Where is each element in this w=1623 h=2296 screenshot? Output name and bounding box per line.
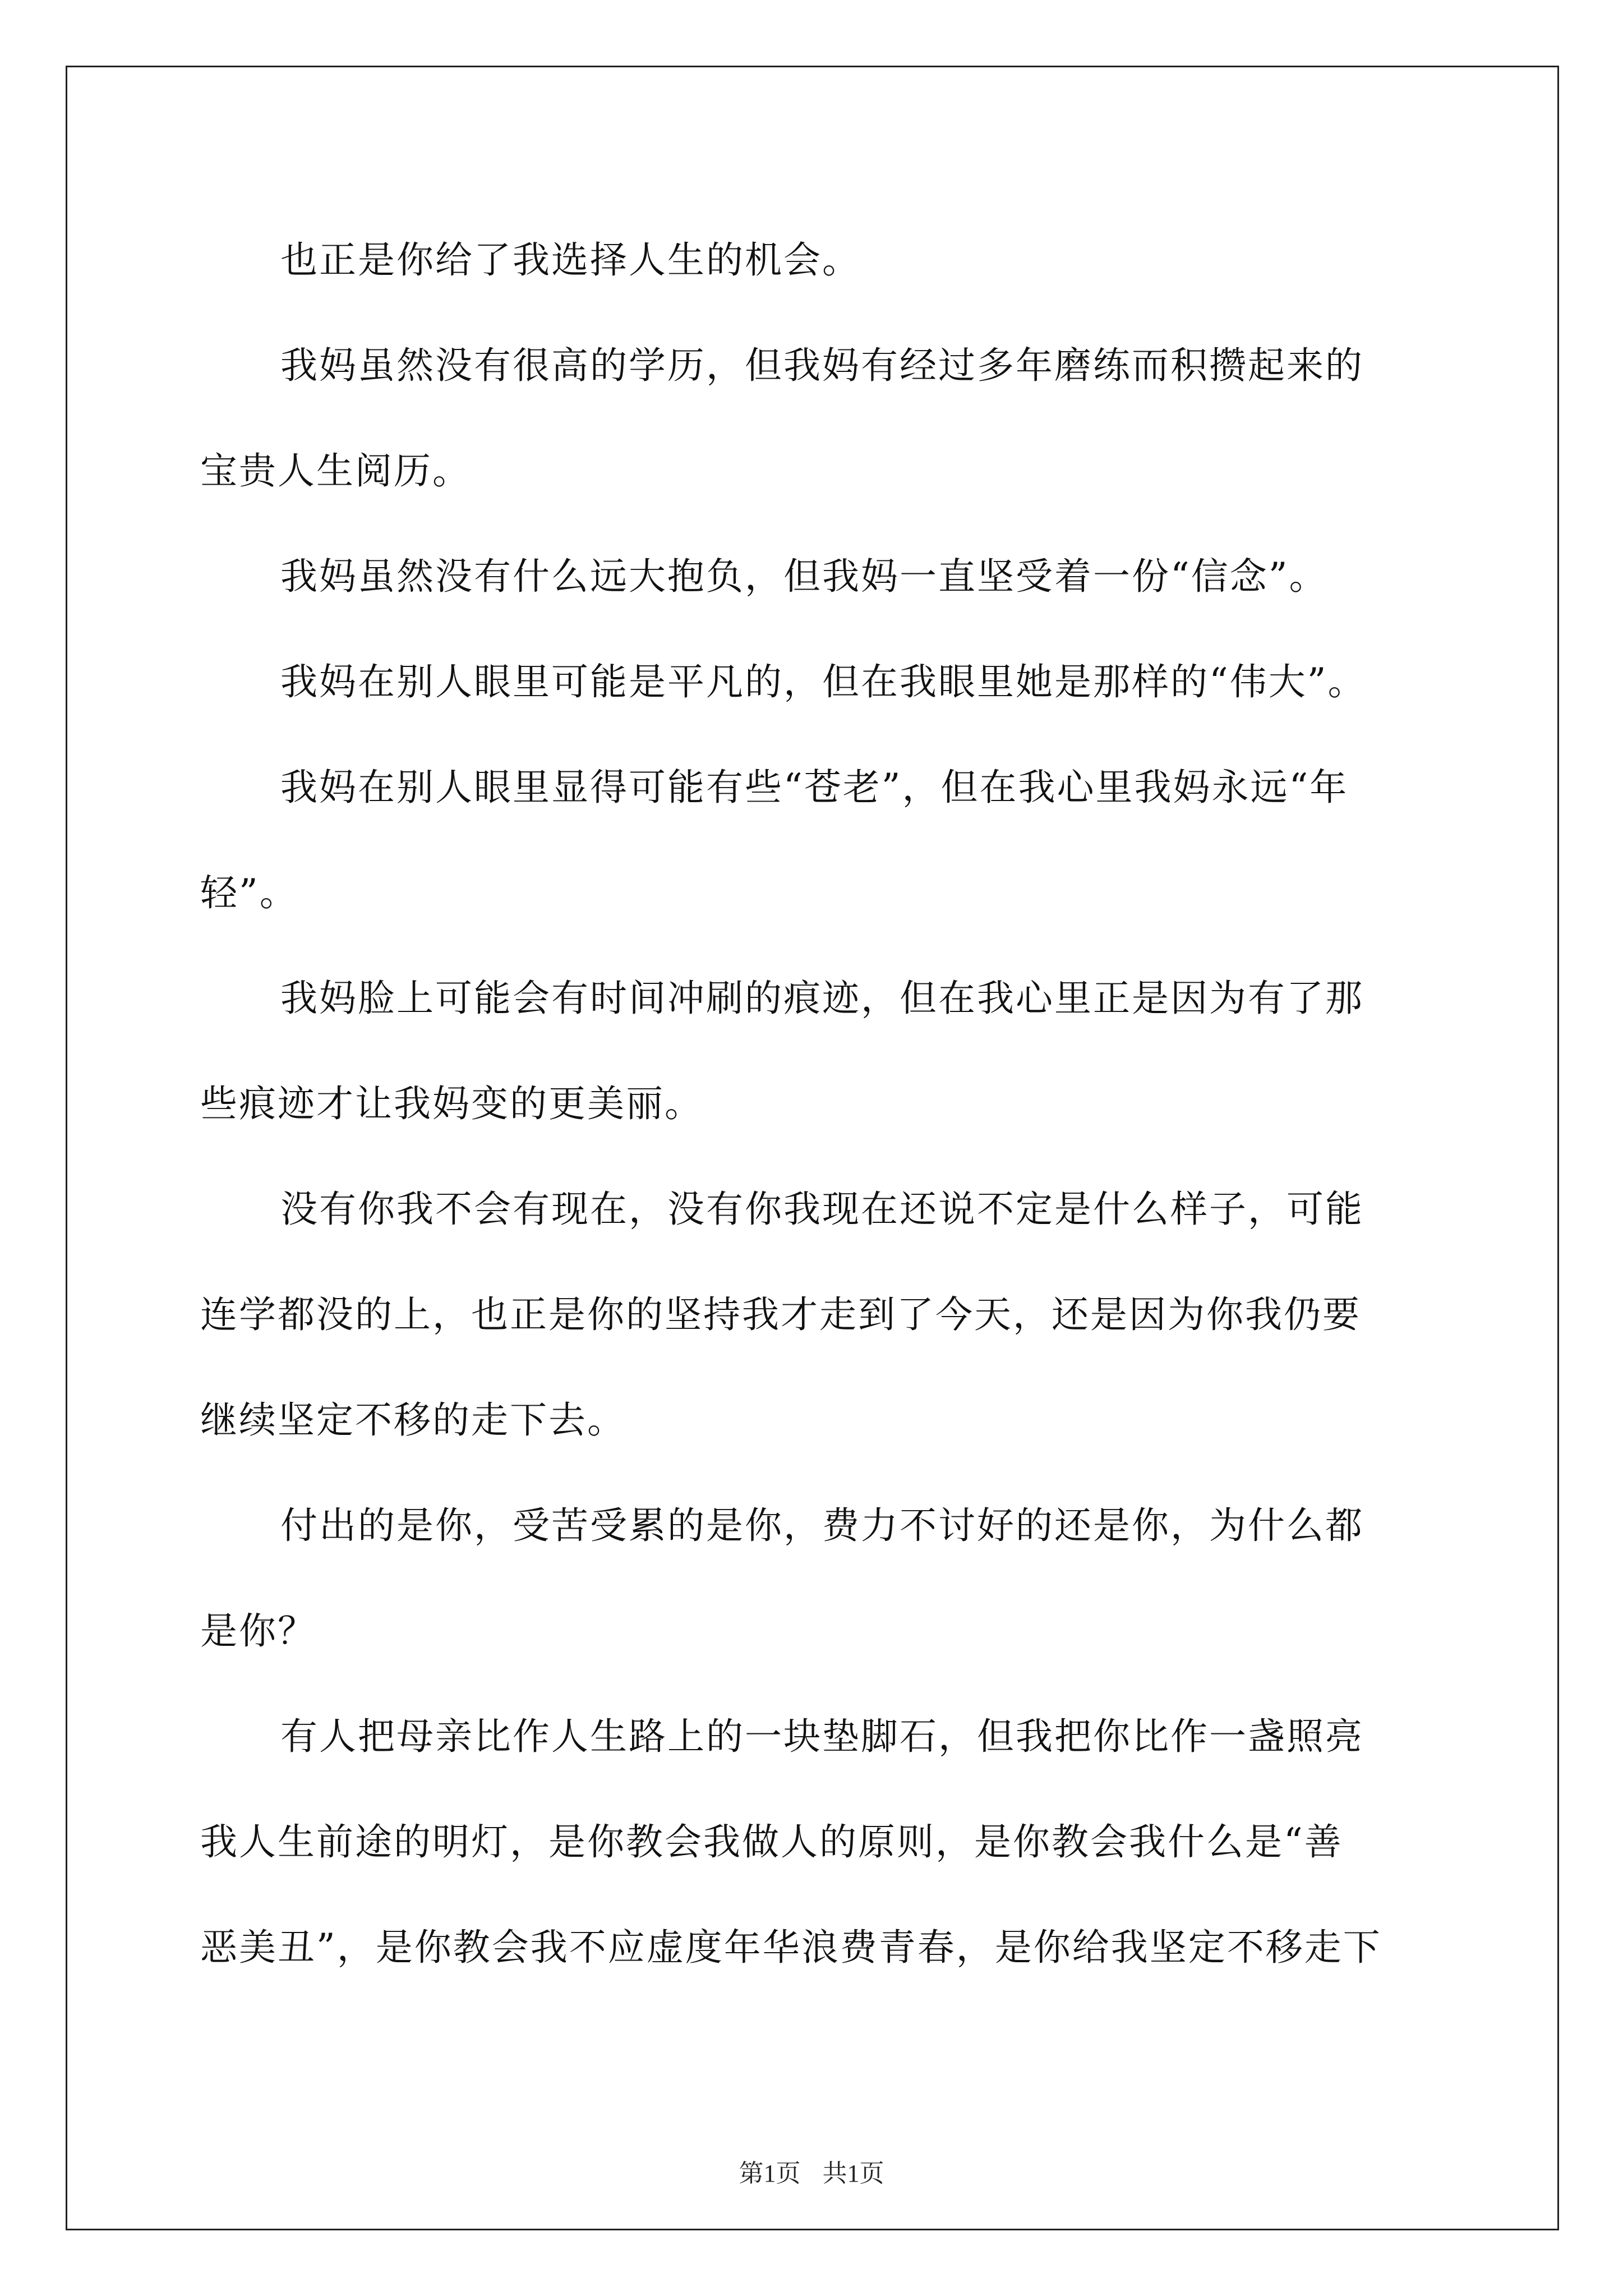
text-line: 宝贵人生阅历。 <box>200 449 471 493</box>
paragraph <box>200 629 1451 735</box>
text-line: 我妈脸上可能会有时间冲刷的痕迹，但在我心里正是因为有了那 <box>280 977 1364 1020</box>
paragraph <box>200 1157 1451 1473</box>
paragraph <box>200 524 1451 629</box>
paragraph <box>200 1473 1451 1684</box>
document-body <box>200 208 1451 2000</box>
text-line: 些痕迹才让我妈变的更美丽。 <box>200 1082 703 1125</box>
text-line: 没有你我不会有现在，没有你我现在还说不定是什么样子，可能 <box>280 1188 1364 1231</box>
text-line: 是你？ <box>200 1609 316 1653</box>
text-line: 有人把母亲比作人生路上的一块垫脚石，但我把你比作一盏照亮 <box>280 1715 1364 1758</box>
paragraph <box>200 735 1451 946</box>
text-line: 恶美丑”，是你教会我不应虚度年华浪费青春，是你给我坚定不移走下 <box>200 1926 1382 1969</box>
text-line: 轻”。 <box>200 871 298 914</box>
text-line: 我妈在别人眼里显得可能有些“苍老”，但在我心里我妈永远“年 <box>280 766 1349 809</box>
text-line: 连学都没的上，也正是你的坚持我才走到了今天，还是因为你我仍要 <box>200 1293 1361 1336</box>
page-total: 共1页 <box>822 2160 884 2187</box>
page-number: 第1页 <box>739 2160 801 2187</box>
paragraph <box>200 946 1451 1157</box>
text-line: 我妈虽然没有很高的学历，但我妈有经过多年磨练而积攒起来的 <box>280 344 1364 387</box>
text-line: 也正是你给了我选择人生的机会。 <box>280 238 861 282</box>
page-footer <box>0 2153 1623 2189</box>
text-line: 付出的是你，受苦受累的是你，费力不讨好的还是你，为什么都 <box>280 1504 1364 1547</box>
text-line: 继续坚定不移的走下去。 <box>200 1398 626 1442</box>
paragraph <box>200 313 1451 524</box>
text-line: 我妈虽然没有什么远大抱负，但我妈一直坚受着一份“信念”。 <box>280 555 1328 598</box>
text-line: 我妈在别人眼里可能是平凡的，但在我眼里她是那样的“伟大”。 <box>280 660 1367 703</box>
paragraph <box>200 208 1451 313</box>
paragraph <box>200 1684 1451 2000</box>
text-line: 我人生前途的明灯，是你教会我做人的原则，是你教会我什么是“善 <box>200 1820 1343 1864</box>
